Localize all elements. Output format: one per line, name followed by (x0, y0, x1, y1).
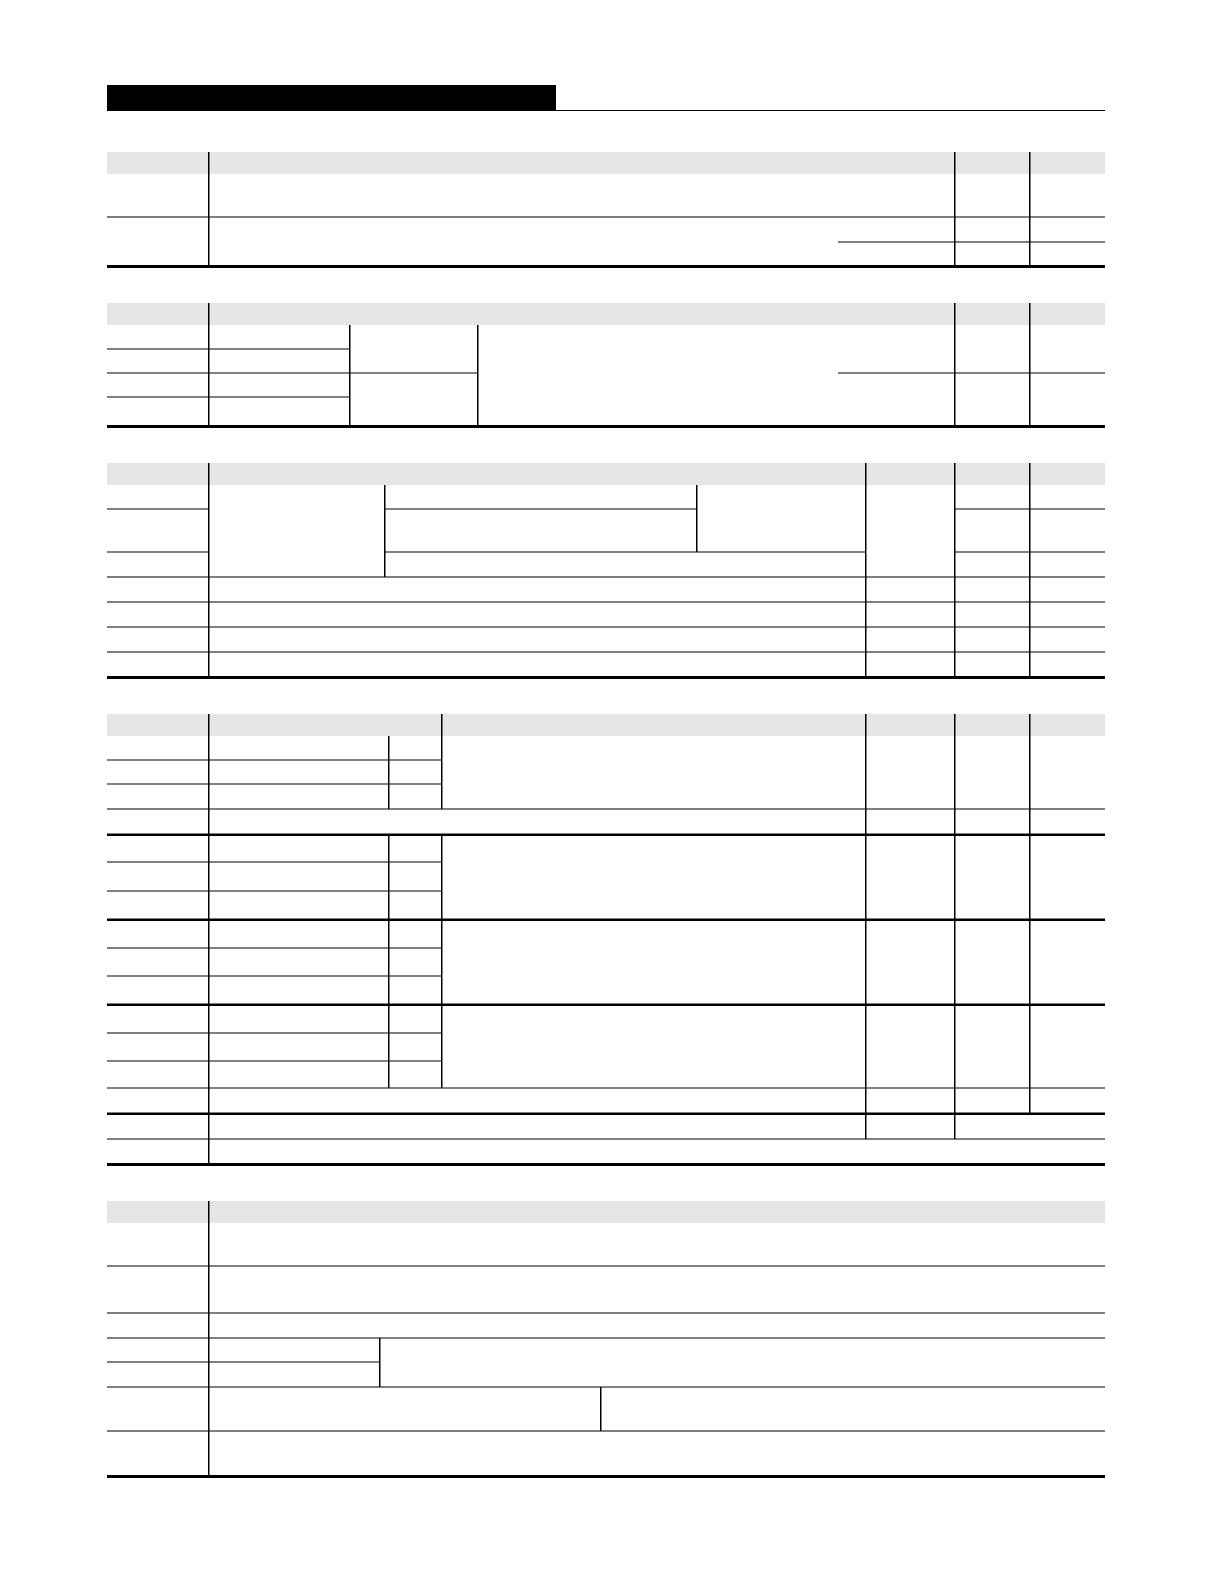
section-3 (107, 463, 1105, 678)
section-2-header (107, 303, 1105, 325)
section-4 (107, 714, 1105, 1165)
section-4-header (107, 714, 1105, 736)
section-3-header (107, 463, 1105, 485)
section-1-header (107, 152, 1105, 174)
section-2 (107, 303, 1105, 427)
title-bar (107, 85, 556, 111)
section-5-header (107, 1201, 1105, 1223)
section-5 (107, 1201, 1105, 1477)
section-1 (107, 152, 1105, 267)
